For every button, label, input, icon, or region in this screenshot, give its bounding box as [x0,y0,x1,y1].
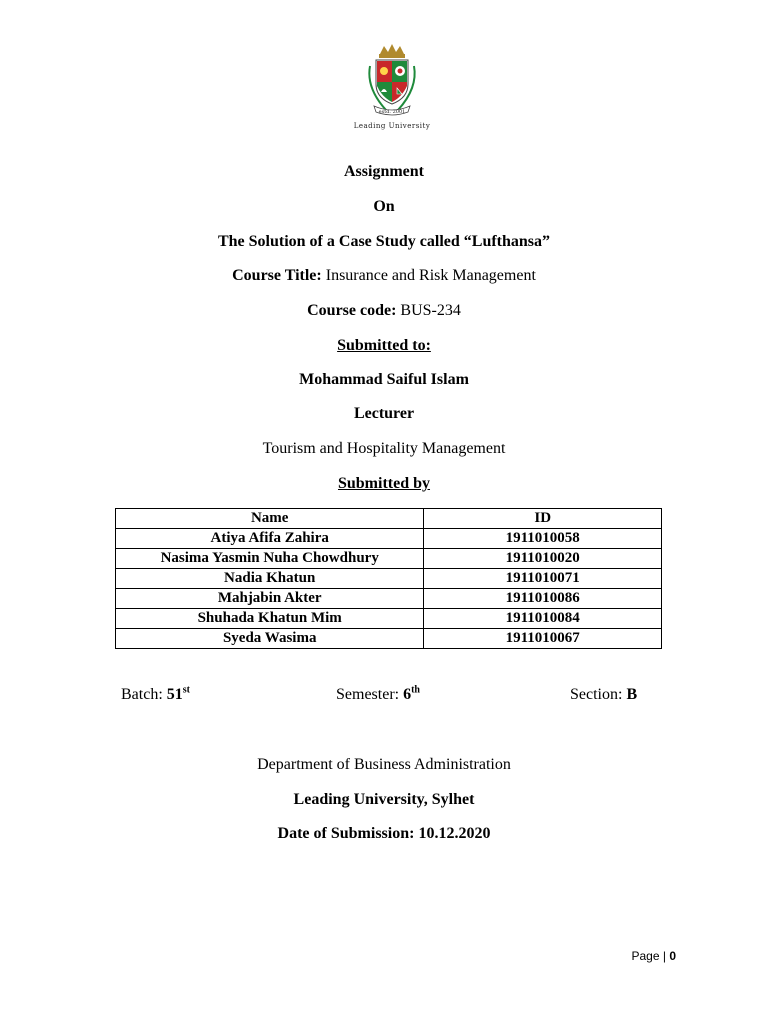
svg-text:Leading University: Leading University [353,122,431,130]
batch-value [167,686,190,703]
members-table [115,508,662,649]
assignment-heading: Assignment [343,163,424,180]
member-id: 1911010058 [424,529,662,549]
member-id: 1911010067 [424,629,662,649]
member-name: Atiya Afifa Zahira [116,529,424,549]
submitted-by-label: Submitted by [337,475,431,492]
course-title-label: Course Title: [232,267,322,284]
university-name: Leading University, Sylhet [293,791,475,808]
svg-text:estd. 2001: estd. 2001 [378,109,406,115]
table-row [116,569,662,589]
table-row [116,609,662,629]
course-code-label: Course code: [307,302,397,319]
date-label: Date of Submission: [277,825,415,842]
assignment-title: The Solution of a Case Study called “Lufthansa” [217,233,551,250]
section-value: B [626,686,638,703]
lecturer-department: Tourism and Hospitality Management [262,440,506,457]
university-logo [352,44,432,132]
batch-number: 51 [166,686,183,703]
semester-suffix: th [411,684,420,696]
table-row [116,589,662,609]
university-crest-icon [352,44,432,132]
page-label: Page [631,949,660,963]
semester-label: Semester: [336,686,400,703]
member-name: Nasima Yasmin Nuha Chowdhury [116,549,424,569]
lecturer-name: Mohammad Saiful Islam [299,371,469,388]
member-name: Mahjabin Akter [116,589,424,609]
date-value: 10.12.2020 [418,825,491,842]
batch-label: Batch: [121,686,163,703]
member-id: 1911010020 [424,549,662,569]
page-value: 0 [669,949,676,963]
table-header-row [116,509,662,529]
on-heading: On [373,198,395,215]
course-code-value: BUS-234 [400,302,461,319]
business-department: Department of Business Administration [257,756,511,773]
table-row [116,529,662,549]
semester-value [403,686,420,703]
page-number [631,948,676,964]
lecturer-designation: Lecturer [353,405,415,422]
member-id: 1911010071 [424,569,662,589]
id-column-header: ID [424,509,662,529]
name-column-header: Name [116,509,424,529]
course-title-value: Insurance and Risk Management [325,267,536,284]
submitted-to-label: Submitted to: [337,337,431,354]
batch-suffix: st [182,684,190,696]
member-id: 1911010086 [424,589,662,609]
course-code-line [0,301,768,321]
course-title-line [0,266,768,286]
semester-info [336,685,420,705]
semester-number: 6 [403,686,412,703]
page-separator: | [662,949,666,963]
member-name: Shuhada Khatun Mim [116,609,424,629]
member-name: Nadia Khatun [116,569,424,589]
table-row [116,549,662,569]
member-name: Syeda Wasima [116,629,424,649]
table-row [116,629,662,649]
batch-info [121,685,190,705]
section-info [570,685,637,705]
section-label: Section: [570,686,623,703]
member-id: 1911010084 [424,609,662,629]
submission-date [0,824,768,844]
